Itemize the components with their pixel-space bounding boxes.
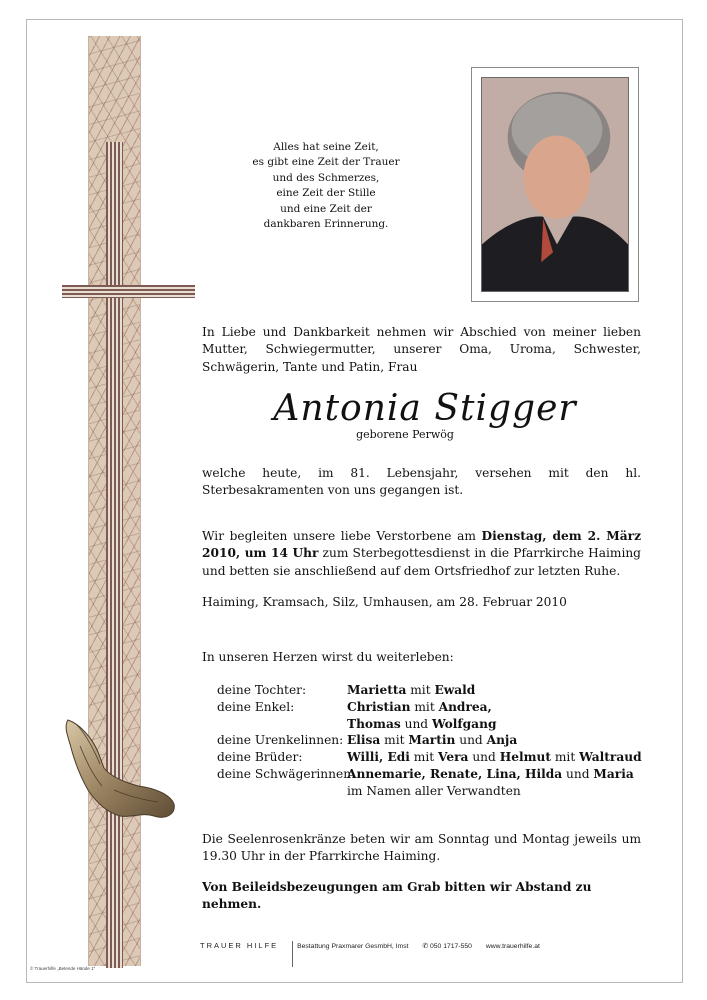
quote-line: eine Zeit der Stille (276, 187, 376, 200)
deceased-name: Antonia Stigger (273, 388, 577, 429)
quote-line: dankbaren Erinnerung. (263, 218, 389, 231)
survivor-name: Maria (593, 766, 634, 781)
survivor-relation (217, 783, 347, 800)
survivor-name: Elisa (347, 733, 381, 748)
survivor-connector: mit (380, 733, 409, 748)
survivor-name: Martin (408, 733, 456, 748)
survivor-row (217, 766, 642, 783)
survivor-row (217, 716, 642, 733)
footer (200, 941, 660, 967)
footer-brand: TRAUER HILFE (200, 941, 279, 950)
survivor-connector: mit (406, 683, 435, 697)
cross-horizontal-beam (62, 285, 195, 298)
survivor-name: Helmut (499, 750, 551, 765)
survivor-name: Anja (486, 733, 518, 748)
portrait-photo (481, 77, 629, 292)
survivor-connector: und (455, 733, 487, 748)
image-credit: © Trauerhilfe „Betende Hände 1" (30, 966, 96, 971)
survivor-row (217, 749, 642, 766)
survivor-connector: und (468, 750, 500, 765)
quote-line: und des Schmerzes, (272, 171, 380, 184)
funeral-text: Wir begleiten unsere liebe Verstorbene am (202, 529, 482, 543)
praying-hands-icon (58, 716, 180, 830)
quote-line: Alles hat seine Zeit, (273, 141, 379, 153)
quote-line: es gibt eine Zeit der Trauer (252, 156, 400, 169)
survivor-names (347, 716, 496, 733)
survivor-name: Andrea, (438, 699, 492, 714)
survivor-relation: deine Schwägerinnen: (217, 766, 356, 781)
death-notice: welche heute, im 81. Lebensjahr, versehen mit den hl. Sterbesakramenten von uns gegangen ist. (202, 466, 641, 498)
survivor-names (347, 682, 475, 699)
footer-website: www.trauerhilfe.at (485, 943, 540, 950)
survivor-row (217, 699, 642, 716)
survivor-names (347, 783, 521, 800)
survivor-name: Ewald (434, 683, 476, 697)
survivor-name: Christian (347, 699, 411, 714)
survivor-relation: deine Brüder: (217, 750, 303, 765)
survivor-connector: und (562, 766, 594, 781)
survivor-row (217, 732, 642, 749)
funeral-paragraph (202, 528, 641, 580)
rosary-paragraph: Die Seelenrosenkränze beten wir am Sonntag und Montag jeweils um 19.30 Uhr in der Pfarrkirche Haiming. (202, 832, 641, 864)
closing-request: Von Beileidsbezeugungen am Grab bitten wir Abstand zu nehmen. (202, 880, 592, 912)
footer-phone: ✆ 050 1717-550 (422, 943, 472, 950)
quote-block (236, 140, 416, 232)
survivor-row (217, 682, 642, 699)
survivor-row (217, 783, 642, 800)
intro-paragraph: In Liebe und Dankbarkeit nehmen wir Abschied von meiner lieben Mutter, Schwiegermutter, unserer Oma, Uroma, Schwester, Schwägerin, Tante und Patin, Frau (202, 325, 641, 374)
survivor-name: Thomas (347, 716, 401, 731)
survivor-names (347, 732, 517, 749)
survivor-relation: deine Urenkelinnen: (217, 733, 344, 748)
survivor-name: Wolfgang (431, 716, 497, 731)
footer-company: Bestattung Praxmarer GesmbH, Imst (297, 943, 409, 950)
survivor-name: Vera (438, 750, 469, 765)
footer-divider (292, 941, 293, 967)
survivor-relation: deine Tochter: (217, 683, 307, 697)
survivor-connector: und (400, 716, 432, 731)
survivor-names (347, 766, 634, 783)
survivor-connector: mit (410, 699, 439, 714)
funeral-date: Dienstag, dem 2. März 2010, um 14 Uhr (202, 529, 641, 561)
survivor-names (347, 749, 642, 766)
survivor-name: Willi, Edi (347, 750, 410, 765)
funeral-text: zum Sterbegottesdienst in die Pfarrkirche Haiming und betten sie anschließend auf dem Ortsfriedhof zur letzten Ruhe. (202, 546, 641, 578)
places-date: Haiming, Kramsach, Silz, Umhausen, am 28. Februar 2010 (202, 595, 567, 609)
survivor-names (347, 699, 492, 716)
survivor-name: Marietta (347, 683, 407, 697)
survivor-relation: deine Enkel: (217, 699, 295, 714)
quote-line: und eine Zeit der (280, 202, 372, 215)
survivor-relation (217, 716, 347, 733)
maiden-name: geborene Perwög (356, 428, 454, 441)
survivors-list (217, 682, 642, 800)
survivor-name: Waltraud (579, 750, 642, 765)
survivor-connector: im Namen aller Verwandten (347, 783, 521, 798)
survivor-connector: mit (409, 750, 439, 765)
portrait-frame (471, 67, 639, 302)
survivor-connector: mit (551, 750, 580, 765)
cross-vertical-beam (106, 142, 123, 968)
survivor-name: Annemarie, Renate, Lina, Hilda (347, 766, 563, 781)
heart-line: In unseren Herzen wirst du weiterleben: (202, 650, 454, 664)
